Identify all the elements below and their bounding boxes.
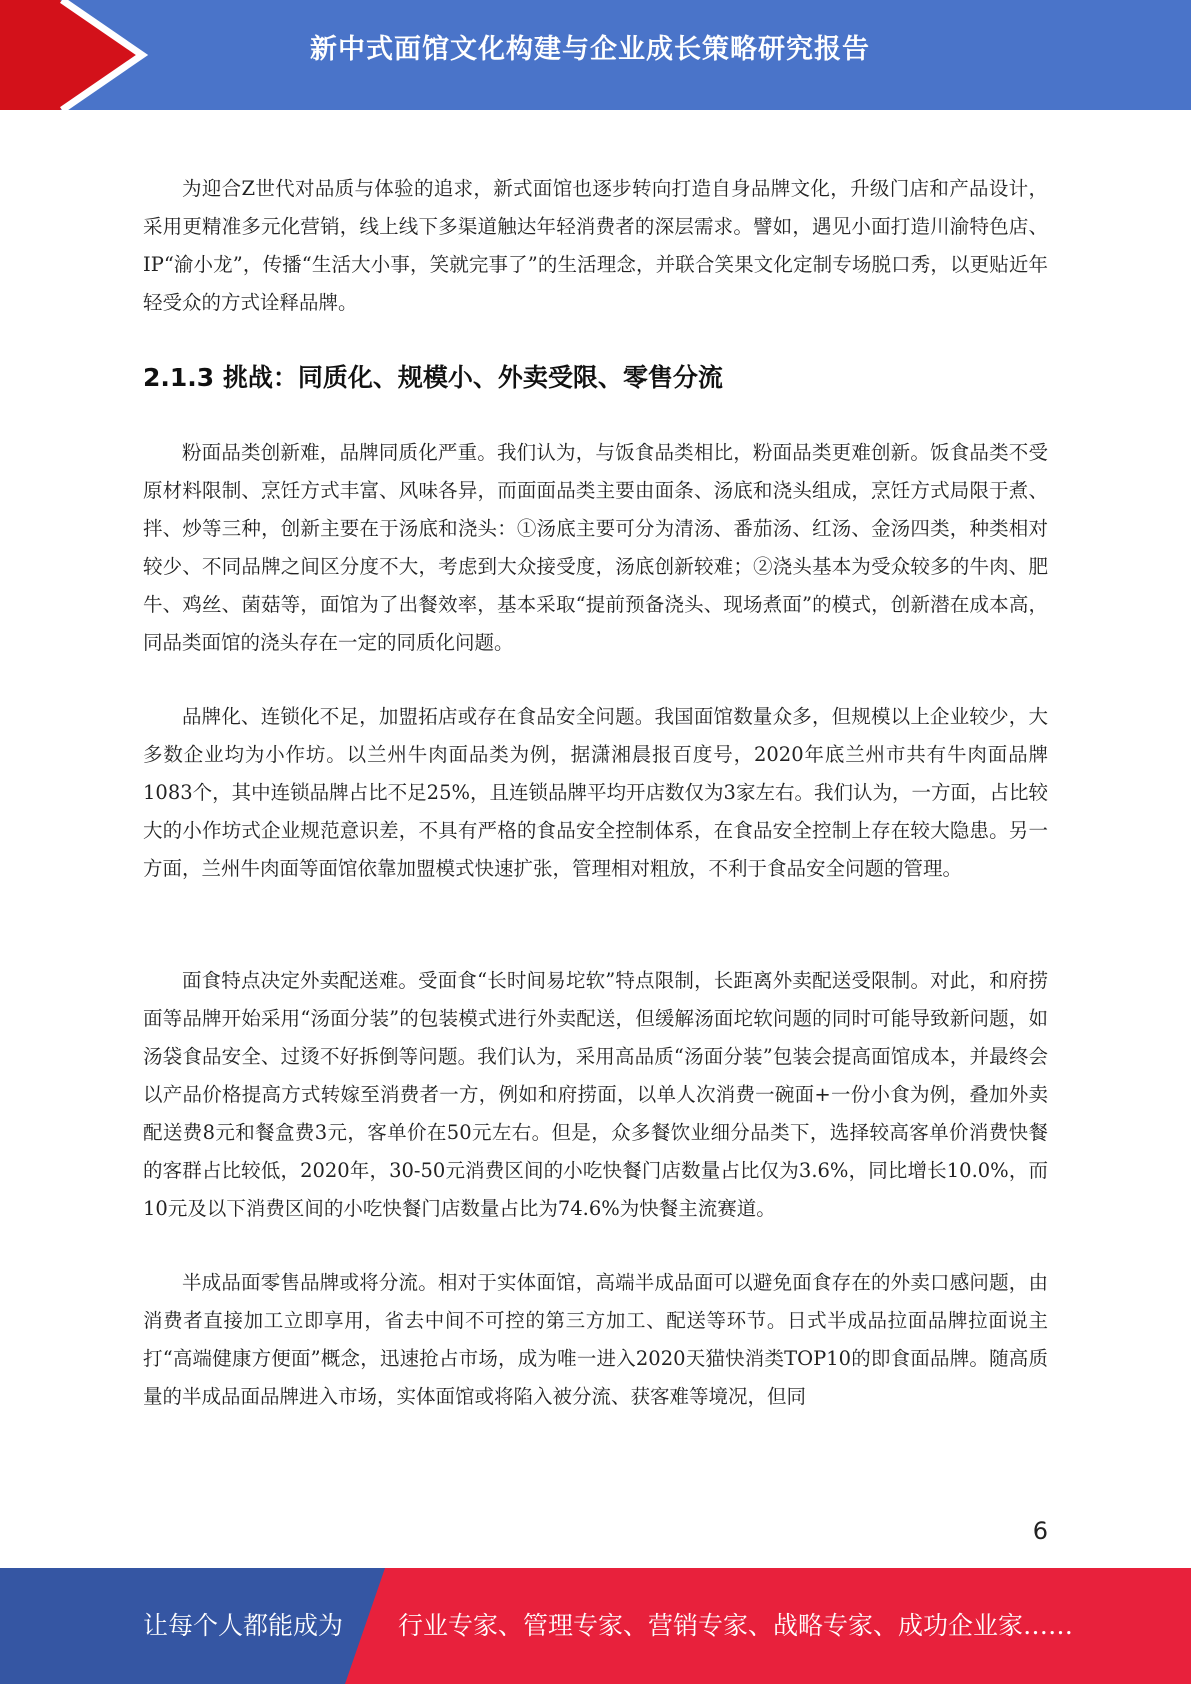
paragraph-retail: 半成品面零售品牌或将分流。相对于实体面馆，高端半成品面可以避免面食存在的外卖口感问题，由消费者直接加工立即享用，省去中间不可控的第三方加工、配送等环节。日式半成品拉面品牌拉面说主打“高端健康方便面”概念，迅速抢占市场，成为唯一进入2020天猫快消类TOP10的即食面品牌。随高质量的半成品面品牌进入市场，实体面馆或将陷入被分流、获客难等境况，但同 <box>143 1271 1048 1408</box>
paragraph-scale: 品牌化、连锁化不足，加盟拓店或存在食品安全问题。我国面馆数量众多，但规模以上企业较少，大多数企业均为小作坊。以兰州牛肉面品类为例，据潇湘晨报百度号，2020年底兰州市共有牛肉面品牌1083个，其中连锁品牌占比不足25%，且连锁品牌平均开店数仅为3家左右。我们认为，一方面，占比较大的小作坊式企业规范意识差，不具有严格的食品安全控制体系，在食品安全控制上存在较大隐患。另一方面，兰州牛肉面等面馆依靠加盟模式快速扩张，管理相对粗放，不利于食品安全问题的管理。 <box>143 705 1048 880</box>
page-footer <box>0 1568 1191 1684</box>
paragraph-delivery: 面食特点决定外卖配送难。受面食“长时间易坨软”特点限制，长距离外卖配送受限制。对此，和府捞面等品牌开始采用“汤面分装”的包装模式进行外卖配送，但缓解汤面坨软问题的同时可能导致新问题，如汤袋食品安全、过烫不好拆倒等问题。我们认为，采用高品质“汤面分装”包装会提高面馆成本，并最终会以产品价格提高方式转嫁至消费者一方，例如和府捞面，以单人次消费一碗面+一份小食为例，叠加外卖配送费8元和餐盒费3元，客单价在50元左右。但是，众多餐饮业细分品类下，选择较高客单价消费快餐的客群占比较低，2020年，30-50元消费区间的小吃快餐门店数量占比仅为3.6%，同比增长10.0%，而10元及以下消费区间的小吃快餐门店数量占比为74.6%为快餐主流赛道。 <box>143 969 1048 1220</box>
footer-slogan-right: 行业专家、管理专家、营销专家、战略专家、成功企业家…… <box>398 1611 1074 1640</box>
intro-paragraph: 为迎合Z世代对品质与体验的追求，新式面馆也逐步转向打造自身品牌文化，升级门店和产品设计，采用更精准多元化营销，线上线下多渠道触达年轻消费者的深层需求。譬如，遇见小面打造川渝特色店、IP“渝小龙”，传播“生活大小事，笑就完事了”的生活理念，并联合笑果文化定制专场脱口秀，以更贴近年轻受众的方式诠释品牌。 <box>143 177 1048 314</box>
page-number: 6 <box>1032 1517 1048 1545</box>
footer-slogan-left: 让每个人都能成为 <box>143 1611 344 1640</box>
page-content <box>143 170 1048 1416</box>
report-title: 新中式面馆文化构建与企业成长策略研究报告 <box>310 34 870 65</box>
page-header <box>0 0 1191 110</box>
paragraph-homogenization: 粉面品类创新难，品牌同质化严重。我们认为，与饭食品类相比，粉面品类更难创新。饭食品类不受原材料限制、烹饪方式丰富、风味各异，而面面品类主要由面条、汤底和浇头组成，烹饪方式局限于煮、拌、炒等三种，创新主要在于汤底和浇头：①汤底主要可分为清汤、番茄汤、红汤、金汤四类，种类相对较少、不同品牌之间区分度不大，考虑到大众接受度，汤底创新较难；②浇头基本为受众较多的牛肉、肥牛、鸡丝、菌菇等，面馆为了出餐效率，基本采取“提前预备浇头、现场煮面”的模式，创新潜在成本高，同品类面馆的浇头存在一定的同质化问题。 <box>143 441 1048 654</box>
section-heading: 2.1.3 挑战：同质化、规模小、外卖受限、零售分流 <box>143 363 723 392</box>
